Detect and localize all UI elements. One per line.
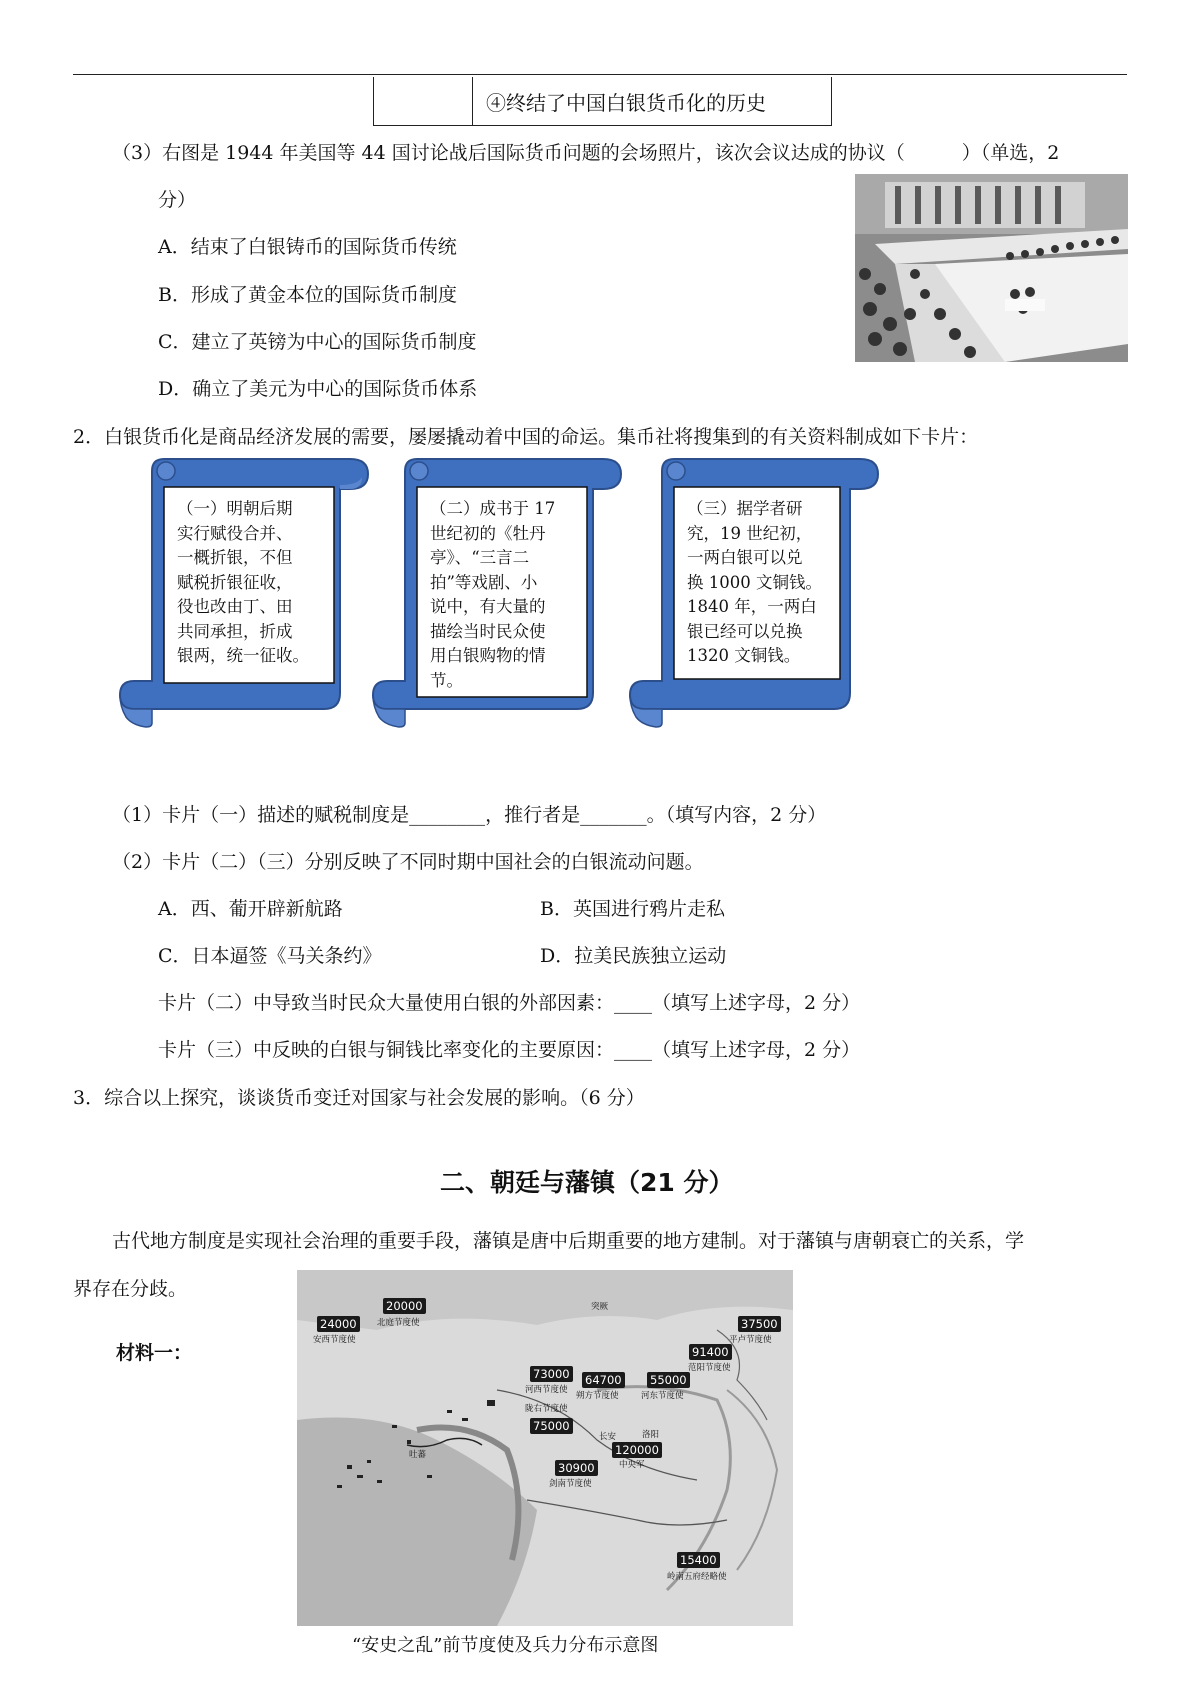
map-label-73000: 73000: [530, 1366, 573, 1382]
map-label-37500: 37500: [738, 1316, 781, 1332]
map-label-24000: 24000: [317, 1316, 360, 1332]
place-changan: 长安: [599, 1432, 617, 1442]
place-tujue: 突厥: [591, 1302, 609, 1312]
place-longyou: 陇右节度使: [525, 1404, 568, 1414]
card-3-text: （三）据学者研 究，19 世纪初， 一两白银可以兑 换 1000 文铜钱。 1840 年，一两白 银已经可以兑换 1320 文铜钱。: [687, 499, 822, 665]
q1-3-stem-cont: 分）: [158, 189, 197, 211]
q2-option-c: C．日本逼签《马关条约》: [158, 945, 382, 967]
place-lingnan: 岭南五府经略使: [667, 1572, 727, 1582]
map-label-20000: 20000: [383, 1298, 426, 1314]
q2-fill1: 卡片（二）中导致当时民众大量使用白银的外部因素：____（填写上述字母，2 分）: [158, 992, 861, 1014]
section-2-intro-cont: 界存在分歧。: [73, 1278, 188, 1300]
material-1-label: 材料一：: [116, 1342, 193, 1364]
top-rule: [73, 74, 1127, 75]
map-label-120000: 120000: [612, 1442, 662, 1458]
place-jiannan: 剑南节度使: [549, 1479, 592, 1489]
q1-3-stem: （3）右图是 1944 年美国等 44 国讨论战后国际货币问题的会场照片，该次会议达成的协议（ ）（单选，2: [112, 142, 1060, 164]
q2-fill2: 卡片（三）中反映的白银与铜钱比率变化的主要原因：____（填写上述字母，2 分）: [158, 1039, 861, 1061]
card-2-text: （二）成书于 17 世纪初的《牡丹 亭》、“三言二 拍”等戏剧、小 说中，有大量的 描绘当时民众使 用白银购物的情 节。: [430, 499, 556, 690]
place-pinglu: 平卢节度使: [729, 1335, 772, 1345]
q1-3-option-d: D．确立了美元为中心的国际货币体系: [158, 378, 478, 400]
section-2-title: 二、朝廷与藩镇（21 分）: [440, 1168, 734, 1197]
card-3: [628, 457, 883, 729]
q2-option-b: B．英国进行鸦片走私: [540, 898, 725, 920]
q2-stem: 2．白银货币化是商品经济发展的需要，屡屡撬动着中国的命运。集币社将搜集到的有关资料制成如下卡片：: [73, 426, 979, 448]
table-row: [373, 77, 832, 126]
place-tubo: 吐蕃: [409, 1450, 427, 1460]
q2-sub2: （2）卡片（二）（三）分别反映了不同时期中国社会的白银流动问题。: [112, 851, 704, 873]
q2-option-d: D．拉美民族独立运动: [540, 945, 727, 967]
map-label-55000: 55000: [647, 1372, 690, 1388]
place-anxi: 安西节度使: [313, 1335, 356, 1345]
table-cell-text: ④终结了中国白银货币化的历史: [486, 91, 766, 115]
place-zhongyangjun: 中央军: [619, 1460, 645, 1470]
map-caption: “安史之乱”前节度使及兵力分布示意图: [352, 1635, 659, 1656]
card-2: [371, 457, 626, 729]
q3-stem: 3．综合以上探究，谈谈货币变迁对国家与社会发展的影响。（6 分）: [73, 1087, 645, 1109]
place-hexi: 河西节度使: [525, 1385, 568, 1395]
map-label-91400: 91400: [689, 1344, 732, 1360]
map-label-30900: 30900: [555, 1460, 598, 1476]
q1-3-option-c: C．建立了英镑为中心的国际货币制度: [158, 331, 477, 353]
tang-map: [297, 1270, 793, 1626]
place-fanyang: 范阳节度使: [688, 1363, 731, 1373]
place-beiting: 北庭节度使: [377, 1318, 420, 1328]
q1-3-option-a: A．结束了白银铸币的国际货币传统: [158, 236, 457, 258]
place-hedong: 河东节度使: [641, 1391, 684, 1401]
section-2-intro: 古代地方制度是实现社会治理的重要手段，藩镇是唐中后期重要的地方建制。对于藩镇与唐朝衰亡的关系，学: [112, 1230, 1025, 1252]
card-1-text: （一）明朝后期 实行赋役合并、 一概折银，不但 赋税折银征收， 役也改由丁、田 共同承担，折成 银两，统一征收。: [177, 499, 309, 665]
map-label-75000: 75000: [530, 1418, 573, 1434]
q2-sub1: （1）卡片（一）描述的赋税制度是________，推行者是_______。（填写内容，2 分）: [112, 804, 827, 826]
place-luoyang: 洛阳: [642, 1430, 660, 1440]
q1-3-option-b: B．形成了黄金本位的国际货币制度: [158, 284, 457, 306]
card-1: [118, 457, 373, 729]
place-shuofang: 朔方节度使: [576, 1391, 619, 1401]
conference-photo: [855, 174, 1128, 362]
map-label-15400: 15400: [677, 1552, 720, 1568]
map-label-64700: 64700: [582, 1372, 625, 1388]
q2-option-a: A．西、葡开辟新航路: [158, 898, 343, 920]
table-cell-empty: [374, 77, 473, 125]
